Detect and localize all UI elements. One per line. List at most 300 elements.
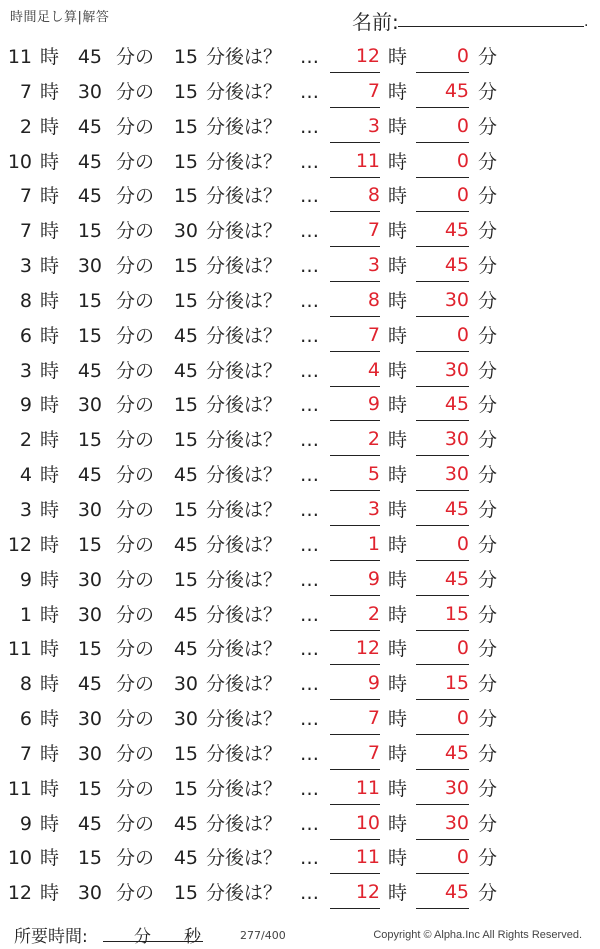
answer-hour: 1 bbox=[330, 528, 380, 561]
added-minutes: 45 bbox=[173, 359, 198, 382]
hour-label: 時 bbox=[40, 394, 60, 417]
problem-row bbox=[0, 284, 600, 319]
name-label: 名前: bbox=[352, 10, 399, 34]
ellipsis: … bbox=[300, 533, 320, 556]
added-minutes: 30 bbox=[173, 220, 198, 243]
minute-of-label: 分の bbox=[116, 115, 155, 138]
minute-of-label: 分の bbox=[116, 394, 155, 417]
answer-minute-label: 分 bbox=[478, 429, 498, 452]
answer-minute-label: 分 bbox=[478, 847, 498, 870]
answer-hour: 3 bbox=[330, 110, 380, 143]
problem-row bbox=[0, 702, 600, 737]
answer-minute: 0 bbox=[416, 841, 469, 874]
start-minute: 45 bbox=[77, 673, 102, 696]
answer-minute-label: 分 bbox=[478, 359, 498, 382]
answer-minute-label: 分 bbox=[478, 255, 498, 278]
problem-row bbox=[0, 563, 600, 598]
answer-minute-label: 分 bbox=[478, 220, 498, 243]
hour-label: 時 bbox=[40, 847, 60, 870]
answer-hour-label: 時 bbox=[388, 150, 408, 173]
answer-hour: 2 bbox=[330, 598, 380, 631]
page-number: 277/400 bbox=[240, 929, 286, 942]
answer-hour-label: 時 bbox=[388, 324, 408, 347]
minutes-after-label: 分後は？ bbox=[206, 464, 283, 487]
minutes-after-label: 分後は？ bbox=[206, 185, 283, 208]
ellipsis: … bbox=[300, 882, 320, 905]
start-minute: 45 bbox=[77, 185, 102, 208]
hour-label: 時 bbox=[40, 708, 60, 731]
added-minutes: 15 bbox=[173, 185, 198, 208]
problem-row bbox=[0, 110, 600, 145]
added-minutes: 15 bbox=[173, 742, 198, 765]
problem-row bbox=[0, 876, 600, 911]
ellipsis: … bbox=[300, 673, 320, 696]
answer-minute-label: 分 bbox=[478, 603, 498, 626]
answer-hour: 8 bbox=[330, 284, 380, 317]
ellipsis: … bbox=[300, 638, 320, 661]
start-hour: 8 bbox=[19, 289, 32, 312]
answer-minute: 30 bbox=[416, 458, 469, 491]
start-hour: 6 bbox=[19, 708, 32, 731]
minutes-after-label: 分後は？ bbox=[206, 812, 283, 835]
minutes-after-label: 分後は？ bbox=[206, 882, 283, 905]
answer-hour: 11 bbox=[330, 841, 380, 874]
start-minute: 45 bbox=[77, 812, 102, 835]
answer-minute: 30 bbox=[416, 772, 469, 805]
minute-of-label: 分の bbox=[116, 673, 155, 696]
start-hour: 11 bbox=[7, 638, 32, 661]
answer-hour-label: 時 bbox=[388, 498, 408, 521]
minutes-after-label: 分後は？ bbox=[206, 568, 283, 591]
answer-hour: 7 bbox=[330, 214, 380, 247]
ellipsis: … bbox=[300, 568, 320, 591]
minute-of-label: 分の bbox=[116, 847, 155, 870]
ellipsis: … bbox=[300, 359, 320, 382]
minute-of-label: 分の bbox=[116, 568, 155, 591]
problem-row bbox=[0, 458, 600, 493]
problem-row bbox=[0, 179, 600, 214]
problem-row bbox=[0, 772, 600, 807]
start-hour: 3 bbox=[19, 359, 32, 382]
answer-hour-label: 時 bbox=[388, 220, 408, 243]
answer-minute-label: 分 bbox=[478, 812, 498, 835]
worksheet-title: 時間足し算|解答 bbox=[10, 10, 110, 25]
problem-row bbox=[0, 528, 600, 563]
start-hour: 9 bbox=[19, 812, 32, 835]
start-hour: 12 bbox=[7, 882, 32, 905]
answer-hour: 9 bbox=[330, 388, 380, 421]
added-minutes: 30 bbox=[173, 708, 198, 731]
hour-label: 時 bbox=[40, 533, 60, 556]
answer-hour-label: 時 bbox=[388, 882, 408, 905]
ellipsis: … bbox=[300, 46, 320, 68]
answer-minute: 45 bbox=[416, 249, 469, 282]
ellipsis: … bbox=[300, 603, 320, 626]
answer-minute: 30 bbox=[416, 807, 469, 840]
start-minute: 15 bbox=[77, 847, 102, 870]
ellipsis: … bbox=[300, 394, 320, 417]
added-minutes: 45 bbox=[173, 603, 198, 626]
answer-minute: 0 bbox=[416, 145, 469, 178]
start-minute: 30 bbox=[77, 708, 102, 731]
answer-hour: 9 bbox=[330, 563, 380, 596]
minutes-after-label: 分後は？ bbox=[206, 742, 283, 765]
start-minute: 45 bbox=[77, 464, 102, 487]
hour-label: 時 bbox=[40, 220, 60, 243]
answer-minute-label: 分 bbox=[478, 150, 498, 173]
added-minutes: 45 bbox=[173, 847, 198, 870]
minutes-after-label: 分後は？ bbox=[206, 777, 283, 800]
added-minutes: 15 bbox=[173, 289, 198, 312]
added-minutes: 45 bbox=[173, 812, 198, 835]
minute-of-label: 分の bbox=[116, 359, 155, 382]
problem-row bbox=[0, 493, 600, 528]
ellipsis: … bbox=[300, 742, 320, 765]
start-minute: 45 bbox=[77, 359, 102, 382]
added-minutes: 15 bbox=[173, 255, 198, 278]
hour-label: 時 bbox=[40, 638, 60, 661]
name-input-line bbox=[398, 26, 584, 27]
minutes-after-label: 分後は？ bbox=[206, 324, 283, 347]
answer-hour: 5 bbox=[330, 458, 380, 491]
answer-minute-label: 分 bbox=[478, 394, 498, 417]
added-minutes: 15 bbox=[173, 777, 198, 800]
hour-label: 時 bbox=[40, 80, 60, 103]
minute-of-label: 分の bbox=[116, 498, 155, 521]
minute-of-label: 分の bbox=[116, 255, 155, 278]
answer-minute-label: 分 bbox=[478, 777, 498, 800]
answer-minute-label: 分 bbox=[478, 742, 498, 765]
minutes-after-label: 分後は？ bbox=[206, 673, 283, 696]
minutes-after-label: 分後は？ bbox=[206, 359, 283, 382]
start-hour: 4 bbox=[19, 464, 32, 487]
added-minutes: 15 bbox=[173, 429, 198, 452]
answer-minute-label: 分 bbox=[478, 673, 498, 696]
ellipsis: … bbox=[300, 80, 320, 103]
start-hour: 7 bbox=[19, 185, 32, 208]
minute-of-label: 分の bbox=[116, 812, 155, 835]
answer-minute-label: 分 bbox=[478, 80, 498, 103]
start-minute: 30 bbox=[77, 603, 102, 626]
start-hour: 9 bbox=[19, 394, 32, 417]
minutes-after-label: 分後は？ bbox=[206, 115, 283, 138]
answer-hour: 4 bbox=[330, 354, 380, 387]
answer-minute: 0 bbox=[416, 40, 469, 73]
problem-row bbox=[0, 354, 600, 389]
answer-hour: 12 bbox=[330, 40, 380, 73]
minute-of-label: 分の bbox=[116, 742, 155, 765]
ellipsis: … bbox=[300, 498, 320, 521]
start-minute: 15 bbox=[77, 638, 102, 661]
start-minute: 15 bbox=[77, 220, 102, 243]
minute-of-label: 分の bbox=[116, 882, 155, 905]
minutes-after-label: 分後は？ bbox=[206, 708, 283, 731]
answer-minute-label: 分 bbox=[478, 533, 498, 556]
answer-hour-label: 時 bbox=[388, 115, 408, 138]
answer-hour: 10 bbox=[330, 807, 380, 840]
minutes-after-label: 分後は？ bbox=[206, 289, 283, 312]
start-minute: 15 bbox=[77, 324, 102, 347]
minutes-after-label: 分後は？ bbox=[206, 220, 283, 243]
added-minutes: 45 bbox=[173, 464, 198, 487]
minutes-after-label: 分後は？ bbox=[206, 847, 283, 870]
start-minute: 45 bbox=[77, 115, 102, 138]
hour-label: 時 bbox=[40, 115, 60, 138]
start-hour: 3 bbox=[19, 255, 32, 278]
minute-of-label: 分の bbox=[116, 533, 155, 556]
hour-label: 時 bbox=[40, 812, 60, 835]
problem-list bbox=[0, 40, 600, 911]
problem-row bbox=[0, 145, 600, 180]
start-minute: 15 bbox=[77, 429, 102, 452]
answer-minute-label: 分 bbox=[478, 115, 498, 138]
answer-hour-label: 時 bbox=[388, 394, 408, 417]
ellipsis: … bbox=[300, 708, 320, 731]
answer-hour-label: 時 bbox=[388, 638, 408, 661]
start-hour: 11 bbox=[7, 777, 32, 800]
answer-minute-label: 分 bbox=[478, 185, 498, 208]
answer-minute: 45 bbox=[416, 493, 469, 526]
problem-row bbox=[0, 388, 600, 423]
added-minutes: 15 bbox=[173, 498, 198, 521]
start-minute: 30 bbox=[77, 742, 102, 765]
answer-minute: 0 bbox=[416, 179, 469, 212]
start-hour: 2 bbox=[19, 115, 32, 138]
minute-of-label: 分の bbox=[116, 289, 155, 312]
ellipsis: … bbox=[300, 220, 320, 243]
problem-row bbox=[0, 423, 600, 458]
start-hour: 11 bbox=[7, 46, 32, 68]
answer-hour: 7 bbox=[330, 702, 380, 735]
minutes-after-label: 分後は？ bbox=[206, 46, 283, 68]
minute-of-label: 分の bbox=[116, 324, 155, 347]
start-minute: 30 bbox=[77, 255, 102, 278]
answer-minute-label: 分 bbox=[478, 882, 498, 905]
minutes-after-label: 分後は？ bbox=[206, 533, 283, 556]
minutes-after-label: 分後は？ bbox=[206, 394, 283, 417]
added-minutes: 30 bbox=[173, 673, 198, 696]
start-hour: 3 bbox=[19, 498, 32, 521]
hour-label: 時 bbox=[40, 289, 60, 312]
answer-hour-label: 時 bbox=[388, 359, 408, 382]
start-hour: 6 bbox=[19, 324, 32, 347]
minute-of-label: 分の bbox=[116, 220, 155, 243]
start-hour: 2 bbox=[19, 429, 32, 452]
ellipsis: … bbox=[300, 429, 320, 452]
problem-row bbox=[0, 75, 600, 110]
answer-hour-label: 時 bbox=[388, 289, 408, 312]
start-minute: 15 bbox=[77, 777, 102, 800]
answer-minute: 30 bbox=[416, 423, 469, 456]
start-minute: 45 bbox=[77, 150, 102, 173]
answer-hour-label: 時 bbox=[388, 255, 408, 278]
ellipsis: … bbox=[300, 150, 320, 173]
problem-row bbox=[0, 249, 600, 284]
problem-row bbox=[0, 632, 600, 667]
name-line-end: . bbox=[584, 14, 589, 30]
answer-hour-label: 時 bbox=[388, 568, 408, 591]
answer-hour-label: 時 bbox=[388, 80, 408, 103]
hour-label: 時 bbox=[40, 603, 60, 626]
start-hour: 7 bbox=[19, 80, 32, 103]
time-minutes-label: 分 bbox=[134, 927, 151, 947]
answer-minute-label: 分 bbox=[478, 708, 498, 731]
time-required-label: 所要時間: bbox=[14, 927, 88, 947]
answer-minute: 15 bbox=[416, 598, 469, 631]
answer-minute-label: 分 bbox=[478, 464, 498, 487]
answer-hour-label: 時 bbox=[388, 777, 408, 800]
answer-minute: 45 bbox=[416, 737, 469, 770]
added-minutes: 45 bbox=[173, 324, 198, 347]
minute-of-label: 分の bbox=[116, 777, 155, 800]
minute-of-label: 分の bbox=[116, 429, 155, 452]
answer-hour-label: 時 bbox=[388, 847, 408, 870]
start-minute: 30 bbox=[77, 568, 102, 591]
answer-hour-label: 時 bbox=[388, 533, 408, 556]
answer-minute: 45 bbox=[416, 214, 469, 247]
answer-minute: 0 bbox=[416, 702, 469, 735]
hour-label: 時 bbox=[40, 777, 60, 800]
answer-minute-label: 分 bbox=[478, 568, 498, 591]
answer-minute-label: 分 bbox=[478, 289, 498, 312]
answer-hour-label: 時 bbox=[388, 464, 408, 487]
hour-label: 時 bbox=[40, 150, 60, 173]
minute-of-label: 分の bbox=[116, 80, 155, 103]
answer-minute: 45 bbox=[416, 75, 469, 108]
hour-label: 時 bbox=[40, 742, 60, 765]
answer-hour-label: 時 bbox=[388, 708, 408, 731]
added-minutes: 15 bbox=[173, 882, 198, 905]
answer-hour: 3 bbox=[330, 249, 380, 282]
problem-row bbox=[0, 40, 600, 75]
minute-of-label: 分の bbox=[116, 150, 155, 173]
added-minutes: 15 bbox=[173, 150, 198, 173]
added-minutes: 15 bbox=[173, 394, 198, 417]
minute-of-label: 分の bbox=[116, 46, 155, 68]
start-hour: 7 bbox=[19, 742, 32, 765]
minutes-after-label: 分後は？ bbox=[206, 498, 283, 521]
answer-hour-label: 時 bbox=[388, 673, 408, 696]
start-minute: 30 bbox=[77, 80, 102, 103]
problem-row bbox=[0, 214, 600, 249]
minutes-after-label: 分後は？ bbox=[206, 150, 283, 173]
problem-row bbox=[0, 319, 600, 354]
hour-label: 時 bbox=[40, 464, 60, 487]
answer-hour-label: 時 bbox=[388, 429, 408, 452]
start-minute: 15 bbox=[77, 289, 102, 312]
copyright-notice: Copyright © Alpha.Inc All Rights Reserved. bbox=[373, 929, 582, 941]
answer-hour-label: 時 bbox=[388, 46, 408, 68]
hour-label: 時 bbox=[40, 568, 60, 591]
answer-hour: 12 bbox=[330, 876, 380, 909]
minutes-after-label: 分後は？ bbox=[206, 255, 283, 278]
problem-row bbox=[0, 598, 600, 633]
answer-hour-label: 時 bbox=[388, 742, 408, 765]
added-minutes: 15 bbox=[173, 568, 198, 591]
answer-hour-label: 時 bbox=[388, 603, 408, 626]
answer-minute: 0 bbox=[416, 632, 469, 665]
ellipsis: … bbox=[300, 847, 320, 870]
answer-hour: 2 bbox=[330, 423, 380, 456]
answer-minute: 30 bbox=[416, 354, 469, 387]
hour-label: 時 bbox=[40, 882, 60, 905]
ellipsis: … bbox=[300, 185, 320, 208]
answer-hour: 3 bbox=[330, 493, 380, 526]
answer-minute: 15 bbox=[416, 667, 469, 700]
hour-label: 時 bbox=[40, 324, 60, 347]
start-hour: 10 bbox=[7, 847, 32, 870]
answer-minute: 0 bbox=[416, 319, 469, 352]
answer-hour: 7 bbox=[330, 737, 380, 770]
start-minute: 45 bbox=[77, 46, 102, 68]
answer-minute-label: 分 bbox=[478, 46, 498, 68]
start-minute: 30 bbox=[77, 498, 102, 521]
added-minutes: 15 bbox=[173, 80, 198, 103]
minutes-after-label: 分後は？ bbox=[206, 80, 283, 103]
added-minutes: 15 bbox=[173, 115, 198, 138]
problem-row bbox=[0, 807, 600, 842]
answer-hour: 12 bbox=[330, 632, 380, 665]
hour-label: 時 bbox=[40, 673, 60, 696]
added-minutes: 45 bbox=[173, 638, 198, 661]
minutes-after-label: 分後は？ bbox=[206, 603, 283, 626]
hour-label: 時 bbox=[40, 429, 60, 452]
hour-label: 時 bbox=[40, 185, 60, 208]
answer-hour: 7 bbox=[330, 319, 380, 352]
hour-label: 時 bbox=[40, 255, 60, 278]
minute-of-label: 分の bbox=[116, 185, 155, 208]
answer-minute: 0 bbox=[416, 528, 469, 561]
time-seconds-label: 秒 bbox=[184, 927, 201, 947]
start-hour: 7 bbox=[19, 220, 32, 243]
answer-minute: 30 bbox=[416, 284, 469, 317]
start-minute: 15 bbox=[77, 533, 102, 556]
answer-minute: 45 bbox=[416, 876, 469, 909]
hour-label: 時 bbox=[40, 46, 60, 68]
ellipsis: … bbox=[300, 812, 320, 835]
minute-of-label: 分の bbox=[116, 708, 155, 731]
answer-hour: 9 bbox=[330, 667, 380, 700]
problem-row bbox=[0, 667, 600, 702]
minute-of-label: 分の bbox=[116, 603, 155, 626]
ellipsis: … bbox=[300, 464, 320, 487]
answer-minute: 45 bbox=[416, 563, 469, 596]
minutes-after-label: 分後は？ bbox=[206, 638, 283, 661]
answer-minute-label: 分 bbox=[478, 498, 498, 521]
start-minute: 30 bbox=[77, 882, 102, 905]
answer-hour-label: 時 bbox=[388, 185, 408, 208]
answer-hour: 7 bbox=[330, 75, 380, 108]
added-minutes: 45 bbox=[173, 533, 198, 556]
answer-minute: 45 bbox=[416, 388, 469, 421]
start-minute: 30 bbox=[77, 394, 102, 417]
ellipsis: … bbox=[300, 255, 320, 278]
ellipsis: … bbox=[300, 115, 320, 138]
answer-minute: 0 bbox=[416, 110, 469, 143]
problem-row bbox=[0, 841, 600, 876]
minute-of-label: 分の bbox=[116, 638, 155, 661]
start-hour: 9 bbox=[19, 568, 32, 591]
ellipsis: … bbox=[300, 777, 320, 800]
answer-minute-label: 分 bbox=[478, 324, 498, 347]
answer-hour: 11 bbox=[330, 145, 380, 178]
answer-minute-label: 分 bbox=[478, 638, 498, 661]
ellipsis: … bbox=[300, 324, 320, 347]
added-minutes: 15 bbox=[173, 46, 198, 68]
start-hour: 8 bbox=[19, 673, 32, 696]
answer-hour: 8 bbox=[330, 179, 380, 212]
minute-of-label: 分の bbox=[116, 464, 155, 487]
